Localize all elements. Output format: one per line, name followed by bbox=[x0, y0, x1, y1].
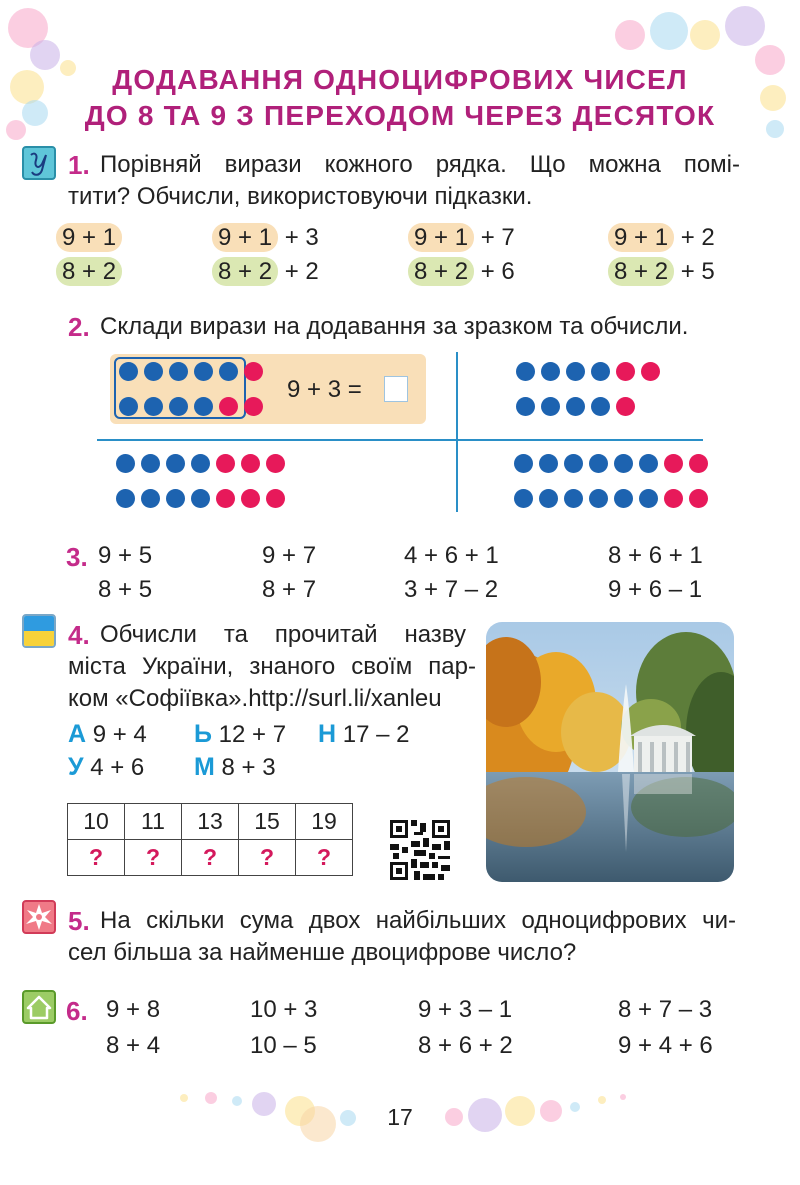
task1-expr: 8 + 2 bbox=[56, 258, 122, 286]
table-cell: 10 bbox=[68, 804, 125, 840]
task3-expr: 8 + 7 bbox=[262, 576, 317, 603]
table-cell: 15 bbox=[239, 804, 296, 840]
task6-number: 6. bbox=[66, 996, 88, 1026]
answer-cell[interactable]: ? bbox=[68, 840, 125, 876]
task1-number: 1. bbox=[68, 150, 90, 180]
dot-row bbox=[116, 454, 291, 473]
task6-expr: 8 + 6 + 2 bbox=[418, 1032, 513, 1059]
cipher-item-a: А 9 + 4 bbox=[68, 720, 147, 748]
task6-expr: 9 + 3 – 1 bbox=[418, 996, 513, 1023]
example-expression: 9 + 3 = bbox=[287, 376, 362, 403]
task3-number: 3. bbox=[66, 542, 88, 572]
task3-expr: 9 + 7 bbox=[262, 542, 317, 569]
task5-text-line2: сел більша за найменше двоцифрове число? bbox=[68, 939, 577, 966]
task4-text-line1: Обчисли та прочитай назву bbox=[100, 621, 466, 648]
task1-expr: 9 + 1 + 7 bbox=[408, 224, 515, 252]
dot-row bbox=[119, 362, 269, 381]
table-row bbox=[68, 840, 353, 876]
answer-table bbox=[67, 803, 353, 876]
page-title-line1: ДОДАВАННЯ ОДНОЦИФРОВИХ ЧИСЕЛ bbox=[112, 64, 688, 95]
task1-expr: 8 + 2 + 6 bbox=[408, 258, 515, 286]
ukraine-flag-icon bbox=[22, 614, 56, 648]
task1-expr: 9 + 1 bbox=[56, 224, 122, 252]
grid-horizontal-line bbox=[97, 439, 703, 441]
answer-cell[interactable]: ? bbox=[182, 840, 239, 876]
task1-text-line2: тити? Обчисли, використовуючи підказки. bbox=[68, 183, 533, 210]
task5-number: 5. bbox=[68, 906, 90, 936]
dot-row bbox=[514, 489, 714, 508]
table-cell: 19 bbox=[296, 804, 353, 840]
table-cell: 11 bbox=[125, 804, 182, 840]
star-burst-icon bbox=[22, 900, 56, 934]
cipher-item-m: М 8 + 3 bbox=[194, 753, 276, 781]
task3-expr: 9 + 6 – 1 bbox=[608, 576, 703, 603]
table-cell: 13 bbox=[182, 804, 239, 840]
task4-text-line2: міста України, знаного своїм пар- bbox=[68, 653, 476, 680]
task6-expr: 8 + 4 bbox=[106, 1032, 161, 1059]
park-photo bbox=[486, 622, 734, 882]
dot-row bbox=[514, 454, 714, 473]
task2-number: 2. bbox=[68, 312, 90, 342]
answer-cell[interactable]: ? bbox=[125, 840, 182, 876]
task6-expr: 8 + 7 – 3 bbox=[618, 996, 713, 1023]
dot-row bbox=[119, 397, 269, 416]
task1-text-line1: Порівняй вирази кожного рядка. Що можна помі- bbox=[100, 151, 740, 178]
cipher-item-soft-sign: Ь 12 + 7 bbox=[194, 720, 287, 748]
page-number: 17 bbox=[387, 1104, 413, 1130]
task6-expr: 10 – 5 bbox=[250, 1032, 317, 1059]
task5-text-line1: На скільки сума двох найбільших одноцифрових чи- bbox=[100, 907, 736, 934]
task4-text-line3: ком «Софіївка».http://surl.li/xanleu bbox=[68, 685, 442, 712]
task6-expr: 9 + 8 bbox=[106, 996, 161, 1023]
page-title-line2: ДО 8 ТА 9 З ПЕРЕХОДОМ ЧЕРЕЗ ДЕСЯТОК bbox=[84, 100, 716, 131]
cursive-u-icon bbox=[22, 146, 56, 180]
task3-expr: 8 + 5 bbox=[98, 576, 153, 603]
dot-row bbox=[516, 362, 666, 381]
dot-row bbox=[116, 489, 291, 508]
qr-code-icon[interactable] bbox=[390, 820, 450, 885]
answer-box[interactable] bbox=[384, 376, 408, 402]
task1-expr: 8 + 2 + 2 bbox=[212, 258, 319, 286]
task3-expr: 4 + 6 + 1 bbox=[404, 542, 499, 569]
task3-expr: 3 + 7 – 2 bbox=[404, 576, 499, 603]
task1-expr: 9 + 1 + 3 bbox=[212, 224, 319, 252]
task6-expr: 9 + 4 + 6 bbox=[618, 1032, 713, 1059]
task1-expr: 9 + 1 + 2 bbox=[608, 224, 715, 252]
table-row bbox=[68, 804, 353, 840]
task3-expr: 8 + 6 + 1 bbox=[608, 542, 703, 569]
cipher-item-u: У 4 + 6 bbox=[68, 753, 145, 781]
answer-cell[interactable]: ? bbox=[296, 840, 353, 876]
home-icon bbox=[22, 990, 56, 1024]
task4-number: 4. bbox=[68, 620, 90, 650]
dot-row bbox=[516, 397, 641, 416]
task6-expr: 10 + 3 bbox=[250, 996, 318, 1023]
grid-vertical-line bbox=[456, 352, 458, 512]
task1-expr: 8 + 2 + 5 bbox=[608, 258, 715, 286]
task2-text: Склади вирази на додавання за зразком та обчисли. bbox=[100, 313, 689, 340]
answer-cell[interactable]: ? bbox=[239, 840, 296, 876]
task3-expr: 9 + 5 bbox=[98, 542, 153, 569]
cipher-item-n: Н 17 – 2 bbox=[318, 720, 410, 748]
